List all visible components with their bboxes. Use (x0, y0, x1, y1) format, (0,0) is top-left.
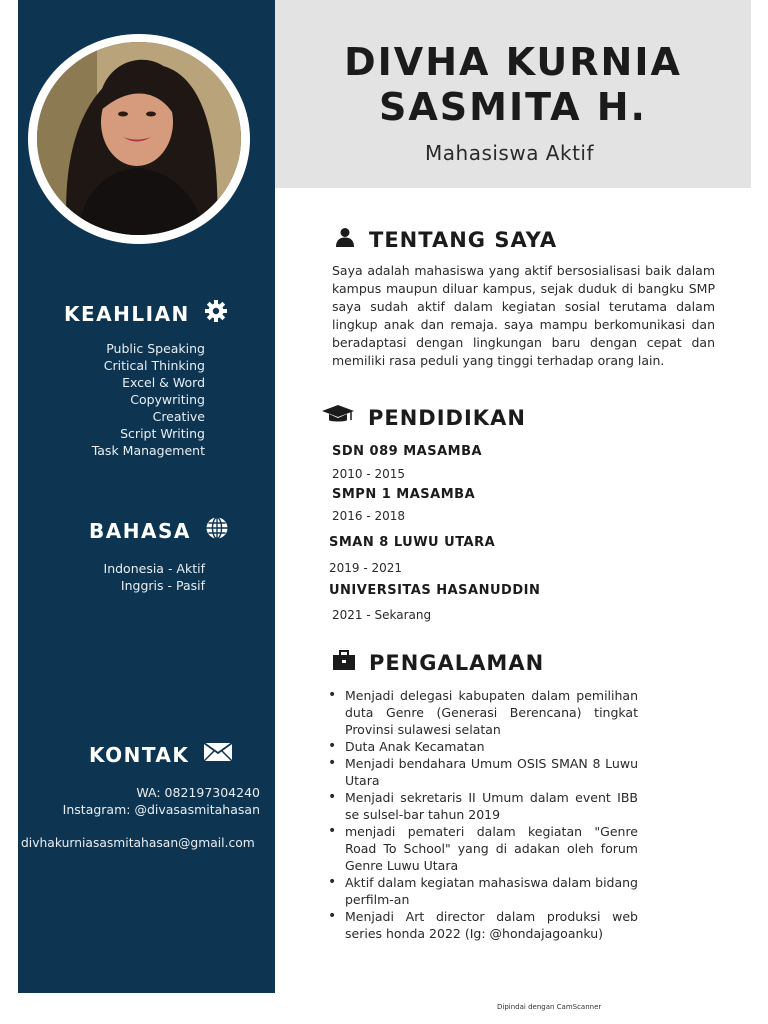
education-years: 2016 - 2018 (332, 509, 406, 523)
experience-list (328, 687, 638, 942)
education-school: SMAN 8 LUWU UTARA (329, 535, 496, 550)
full-name-line2: SASMITA H. (379, 85, 647, 129)
education-years: 2010 - 2015 (332, 467, 406, 481)
contact-heading (89, 742, 233, 767)
gear-icon (204, 299, 228, 328)
skills-title: KEAHLIAN (64, 301, 190, 326)
education-years: 2021 - Sekarang (332, 608, 432, 622)
education-title: PENDIDIKAN (368, 405, 526, 430)
experience-item: • menjadi pemateri dalam kegiatan "Genre Road To School" yang di adakan oleh forum Genre Luwu Utara (328, 823, 638, 874)
experience-heading (333, 650, 544, 675)
skill-item: Public Speaking (106, 341, 205, 356)
graduation-cap-icon (322, 405, 354, 430)
language-item: Inggris - Pasif (120, 578, 205, 593)
education-school: SMPN 1 MASAMBA (332, 487, 476, 502)
job-title: Mahasiswa Aktif (425, 141, 595, 165)
skills-heading (64, 299, 228, 328)
scanner-footer: Dipindai dengan CamScanner (497, 1003, 602, 1011)
skill-item: Script Writing (120, 426, 205, 441)
experience-item: • Menjadi sekretaris II Umum dalam event IBB se sulsel-bar tahun 2019 (328, 789, 638, 823)
languages-list (104, 560, 205, 594)
contact-email: divhakurniasasmitahasan@gmail.com (21, 836, 255, 850)
experience-item: • Aktif dalam kegiatan mahasiswa dalam bidang perfilm-an (328, 874, 638, 908)
person-icon (335, 227, 355, 252)
about-title: TENTANG SAYA (369, 227, 558, 252)
about-text: Saya adalah mahasiswa yang aktif bersosialisasi baik dalam kampus maupun diluar kampus, sejak duduk di bangku SMP saya sudah aktif dalam kegiatan sosial terutama dalam lingkup anak dan remaja. saya mampu berkomunikasi dan beradaptasi dengan lingkungan baru dengan cepat dan memiliki rasa peduli yang tinggi terhadap orang lain. (332, 263, 715, 368)
education-years: 2019 - 2021 (329, 561, 403, 575)
envelope-icon (203, 742, 233, 767)
skill-item: Critical Thinking (103, 358, 205, 373)
briefcase-icon (333, 650, 355, 675)
languages-title: BAHASA (89, 518, 191, 543)
skill-item: Task Management (91, 443, 205, 458)
full-name-line1: DIVHA KURNIA (344, 40, 682, 84)
about-heading (335, 227, 557, 252)
education-school: UNIVERSITAS HASANUDDIN (329, 583, 541, 598)
experience-title: PENGALAMAN (369, 650, 545, 675)
skill-item: Creative (152, 409, 205, 424)
profile-photo (37, 42, 241, 235)
contact-title: KONTAK (89, 742, 190, 767)
experience-item: • Duta Anak Kecamatan (328, 738, 638, 755)
languages-heading (89, 516, 229, 545)
skill-item: Excel & Word (122, 375, 205, 390)
experience-item: • Menjadi bendahara Umum OSIS SMAN 8 Luwu Utara (328, 755, 638, 789)
education-heading (322, 405, 526, 430)
skills-list (92, 340, 205, 459)
language-item: Indonesia - Aktif (103, 561, 205, 576)
experience-item: • Menjadi Art director dalam produksi web series honda 2022 (Ig: @hondajagoanku) (328, 908, 638, 942)
globe-icon (205, 516, 229, 545)
contact-whatsapp: WA: 082197304240 (136, 785, 260, 800)
experience-item: • Menjadi delegasi kabupaten dalam pemilihan duta Genre (Generasi Berencana) tingkat Provinsi sulawesi selatan (328, 687, 638, 738)
skill-item: Copywriting (130, 392, 205, 407)
education-school: SDN 089 MASAMBA (332, 444, 483, 459)
contact-instagram: Instagram: @divasasmitahasan (62, 802, 260, 817)
